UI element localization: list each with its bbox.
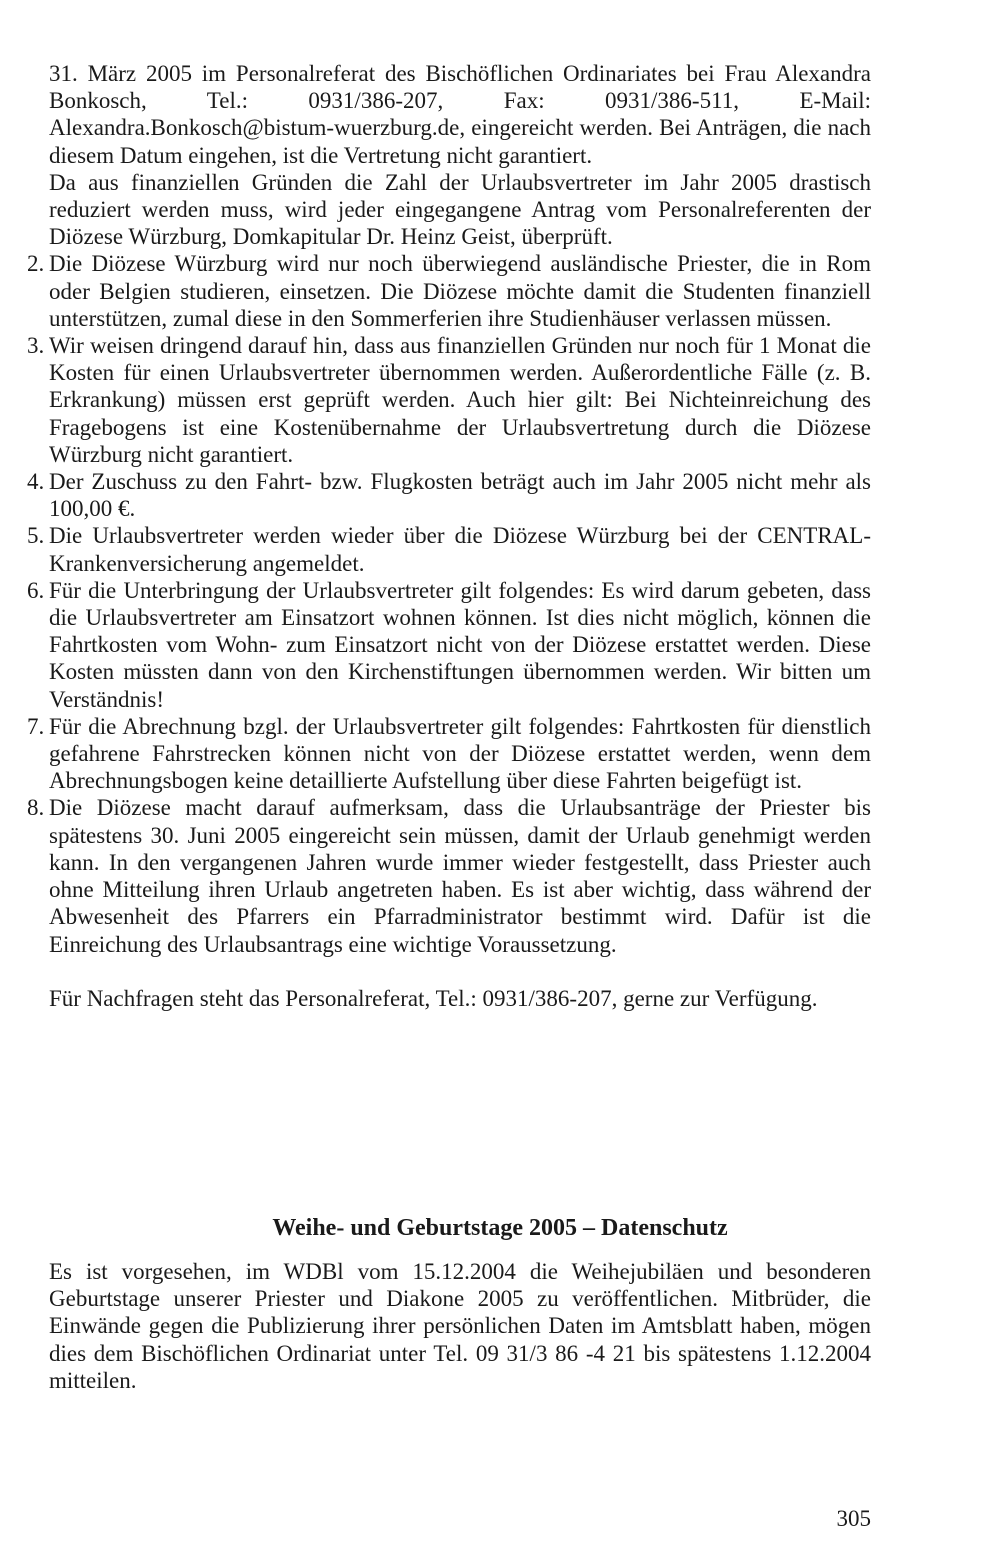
section-body [49, 1258, 871, 1394]
upper-text-block [27, 60, 871, 1012]
list-item-5 [27, 522, 871, 576]
list-item-3 [27, 332, 871, 468]
continuation-paragraph: 31. März 2005 im Personalreferat des Bischöflichen Ordinariates bei Frau Alexandra Bonkosch, Tel.: 0931/386-207, Fax: 0931/386-511, E-Mail: Alexandra.Bonkosch@bistum-wuerzburg.de, eingereicht werden. Bei Anträgen, die nach diesem Datum eingehen, ist die Vertretung nicht garantiert. [49, 61, 871, 168]
list-item-text: Die Diözese macht darauf aufmerksam, dass die Urlaubsanträge der Priester bis spätestens 30. Juni 2005 eingereicht sein müssen, damit der Urlaub genehmigt werden kann. In den vergangenen Jahren wurde immer wieder festgestellt, dass Priester auch ohne Mitteilung ihren Urlaub angetreten haben. Es ist aber wichtig, dass während der Abwesenheit des Pfarrers ein Pfarradministrator bestimmt wird. Dafür ist die Einreichung des Urlaubsantrags eine wichtige Voraussetzung. [49, 795, 871, 957]
section-heading: Weihe- und Geburtstage 2005 – Datenschutz [272, 1215, 728, 1241]
list-item-number: 3. [27, 333, 45, 359]
inquiry-paragraph: Für Nachfragen steht das Personalreferat, Tel.: 0931/386-207, gerne zur Verfügung. [49, 985, 818, 1011]
list-item-number: 6. [27, 577, 45, 603]
page-number: 305 [836, 1506, 871, 1531]
list-item-number: 5. [27, 523, 45, 549]
section-paragraph: Es ist vorgesehen, im WDBl vom 15.12.2004 die Weihejubiläen und besonderen Geburtstage unserer Priester und Diakone 2005 zu veröffentlichen. Mitbrüder, die Einwände gegen die Publizierung ihrer persönlichen Daten im Amtsblatt haben, mögen dies dem Bischöflichen Ordinariat unter Tel. 09 31/3 86 -4 21 bis spätestens 1.12.2004 mitteilen. [49, 1259, 871, 1393]
list-item-text: Für die Abrechnung bzgl. der Urlaubsvertreter gilt folgendes: Fahrtkosten für dienstlich gefahrene Fahrstrecken können nicht von der Diözese erstattet werden, wenn dem Abrechnungsbogen keine detaillierte Aufstellung über diese Fahrten beigefügt ist. [49, 713, 871, 794]
list-item-6 [27, 577, 871, 713]
list-item-text: Der Zuschuss zu den Fahrt- bzw. Flugkosten beträgt auch im Jahr 2005 nicht mehr als 100,00 €. [49, 469, 871, 522]
list-item-text: Für die Unterbringung der Urlaubsvertreter gilt folgendes: Es wird darum gebeten, dass die Urlaubsvertreter am Einsatzort wohnen können. Ist dies nicht möglich, können die Fahrtkosten vom Wohn- zum Einsatzort nicht von der Diözese erstattet werden. Diese Kosten müssten dann von den Kirchenstiftungen übernommen werden. Wir bitten um Verständnis! [49, 577, 871, 712]
list-item-2 [27, 250, 871, 332]
list-item-number: 8. [27, 795, 45, 821]
list-item-number: 4. [27, 469, 45, 495]
list-item-number: 7. [27, 713, 45, 739]
list-item-7 [27, 713, 871, 795]
list-item-text: Die Urlaubsvertreter werden wieder über die Diözese Würzburg bei der CENTRAL-Krankenversicherung angemeldet. [49, 523, 871, 576]
list-item-number: 2. [27, 251, 45, 277]
continuation-paragraph-2: Da aus finanziellen Gründen die Zahl der Urlaubsvertreter im Jahr 2005 drastisch reduziert werden muss, wird jeder eingegangene Antrag vom Personalreferenten der Diözese Würzburg, Domkapitular Dr. Heinz Geist, überprüft. [49, 169, 871, 250]
list-item-4 [27, 468, 871, 522]
list-item-text: Die Diözese Würzburg wird nur noch überwiegend ausländische Priester, die in Rom oder Belgien studieren, einsetzen. Die Diözese möchte damit die Studenten finanziell unterstützen, zumal diese in den Sommerferien ihre Studienhäuser verlassen müssen. [49, 251, 871, 331]
list-item-text: Wir weisen dringend darauf hin, dass aus finanziellen Gründen nur noch für 1 Monat die Kosten für einen Urlaubsvertreter übernommen werden. Außerordentliche Fälle (z. B. Erkrankung) müssen erst geprüft werden. Auch hier gilt: Bei Nichteinreichung des Fragebogens ist eine Kostenübernahme der Urlaubsvertretung durch die Diözese Würzburg nicht garantiert. [49, 333, 871, 467]
list-item-8 [27, 794, 871, 957]
